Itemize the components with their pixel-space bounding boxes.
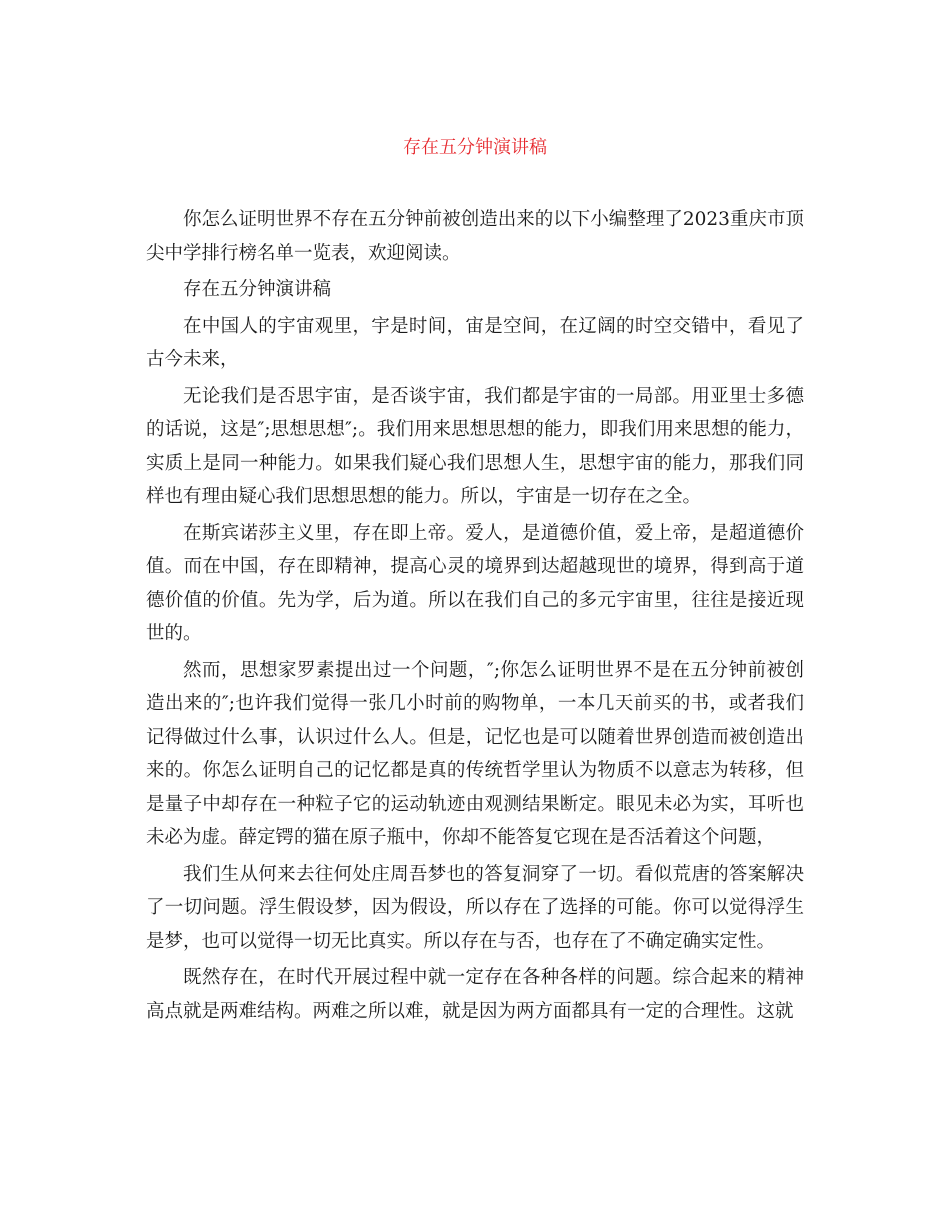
paragraph: 然而，思想家罗素提出过一个问题，″;你怎么证明世界不是在五分钟前被创造出来的″;也许我们觉得一张几小时前的购物单，一本几天前买的书，或者我们记得做过什么事，认识过什么人。但是，记忆也是可以随着世界创造而被创造出来的。你怎么证明自己的记忆都是真的传统哲学里认为物质不以意志为转移，但是量子中却存在一种粒子它的运动轨迹由观测结果断定。眼见未必为实，耳听也未必为虚。薛定锷的猫在原子瓶中，你却不能答复它现在是否活着这个问题， [146,659,804,848]
paragraph: 在斯宾诺莎主义里，存在即上帝。爱人，是道德价值，爱上帝，是超道德价值。而在中国，存在即精神，提高心灵的境界到达超越现世的境界，得到高于道德价值的价值。先为学，后为道。所以在我们自己的多元宇宙里，往往是接近现世的。 [146,522,804,644]
document-title: 存在五分钟演讲稿 [403,137,547,158]
paragraph: 既然存在，在时代开展过程中就一定存在各种各样的问题。综合起来的精神高点就是两难结构。两难之所以难，就是因为两方面都具有一定的合理性。这就 [146,967,804,1022]
paragraph: 在中国人的宇宙观里，宇是时间，宙是空间，在辽阔的时空交错中，看见了古今未来， [146,315,804,370]
paragraph: 我们生从何来去往何处庄周吾梦也的答复洞穿了一切。看似荒唐的答案解决了一切问题。浮生假设梦，因为假设，所以存在了选择的可能。你可以觉得浮生是梦，也可以觉得一切无比真实。所以存在与否，也存在了不确定确实定性。 [146,863,804,952]
paragraph: 无论我们是否思宇宙，是否谈宇宙，我们都是宇宙的一局部。用亚里士多德的话说，这是″;思想思想″;。我们用来思想思想的能力，即我们用来思想的能力，实质上是同一种能力。如果我们疑心我们思想人生，思想宇宙的能力，那我们同样也有理由疑心我们思想思想的能力。所以，宇宙是一切存在之全。 [146,385,804,507]
paragraph-intro: 你怎么证明世界不存在五分钟前被创造出来的以下小编整理了2023重庆市顶尖中学排行榜名单一览表，欢迎阅读。 [146,209,804,264]
paragraph-subtitle: 存在五分钟演讲稿 [183,279,332,300]
document-body [146,203,804,1031]
